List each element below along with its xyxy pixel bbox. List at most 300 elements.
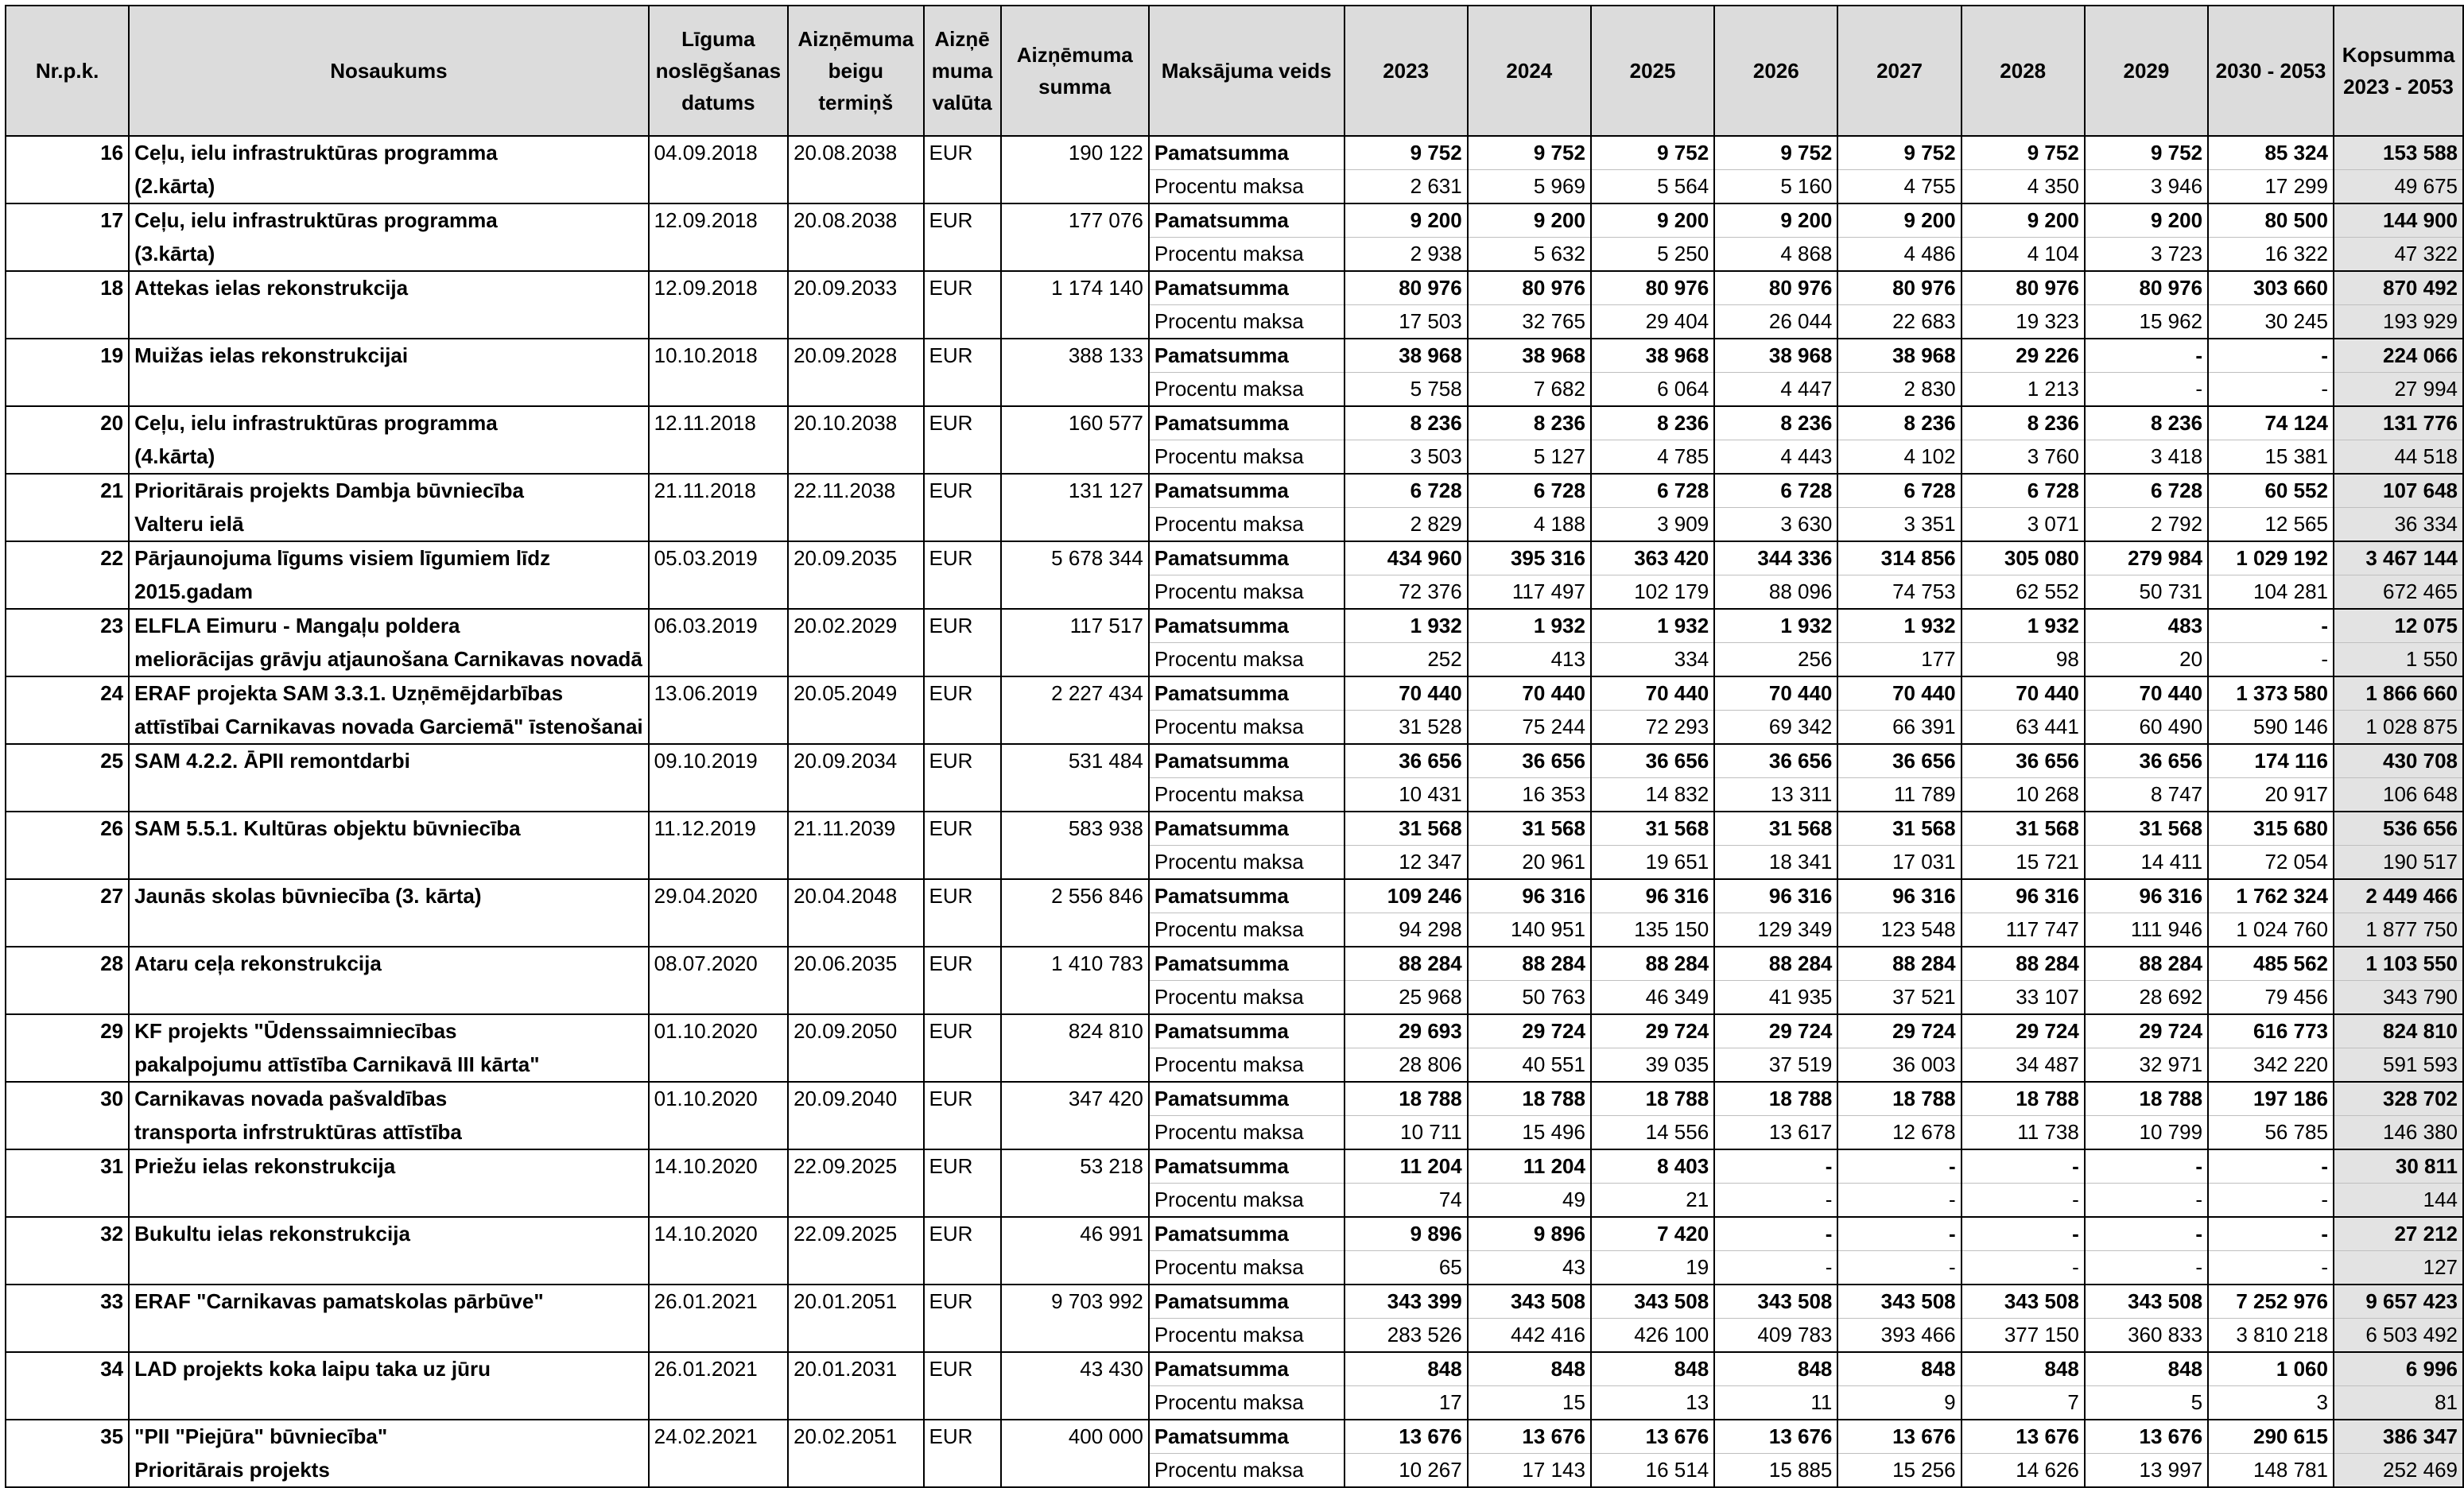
payment-type: Pamatsumma: [1149, 1352, 1345, 1386]
interest-value: 14 832: [1591, 778, 1714, 812]
interest-value: 15 256: [1837, 1454, 1961, 1488]
principal-value: 9 752: [1468, 136, 1591, 170]
principal-value: 29 724: [1591, 1014, 1714, 1048]
loan-end-term-continued: [788, 1386, 923, 1420]
principal-value: 848: [1837, 1352, 1961, 1386]
table-row-interest: [6, 170, 2463, 204]
loan-end-term: 20.05.2049: [788, 676, 923, 711]
principal-value: 36 656: [1468, 744, 1591, 778]
payment-type: Procentu maksa: [1149, 170, 1345, 204]
interest-value: 3 418: [2085, 440, 2208, 475]
contract-date: 05.03.2019: [649, 541, 788, 575]
principal-value: 9 752: [1345, 136, 1468, 170]
interest-value: 426 100: [1591, 1319, 1714, 1353]
loan-amount-continued: [1001, 913, 1149, 947]
interest-value: 123 548: [1837, 913, 1961, 947]
loan-name: ERAF "Carnikavas pamatskolas pārbūve": [129, 1285, 649, 1319]
interest-total: 81: [2334, 1386, 2463, 1420]
table-row-interest: [6, 1251, 2463, 1285]
loan-end-term: 20.09.2050: [788, 1014, 923, 1048]
interest-value: -: [1714, 1184, 1837, 1218]
loan-end-term-continued: [788, 778, 923, 812]
loan-name-continued: meliorācijas grāvju atjaunošana Carnikavas novadā: [129, 643, 649, 677]
principal-value: 80 976: [1714, 271, 1837, 305]
interest-total: 49 675: [2334, 170, 2463, 204]
table-row-principal: [6, 947, 2463, 981]
principal-value: -: [1714, 1217, 1837, 1251]
principal-value: 18 788: [1961, 1082, 2085, 1116]
loan-currency-continued: [924, 846, 1001, 880]
loan-amount-continued: [1001, 1048, 1149, 1083]
payment-type: Pamatsumma: [1149, 203, 1345, 238]
principal-value: 88 284: [1714, 947, 1837, 981]
loan-amount-continued: [1001, 440, 1149, 475]
principal-total: 536 656: [2334, 812, 2463, 846]
contract-date-continued: [649, 846, 788, 880]
contract-date-continued: [649, 238, 788, 272]
principal-value: 96 316: [1468, 879, 1591, 913]
principal-value: 18 788: [1345, 1082, 1468, 1116]
table-header: [6, 6, 2463, 136]
interest-total: 146 380: [2334, 1116, 2463, 1150]
interest-value: 10 431: [1345, 778, 1468, 812]
loan-number-continued: [6, 1048, 129, 1083]
payment-type: Pamatsumma: [1149, 676, 1345, 711]
interest-value: 377 150: [1961, 1319, 2085, 1353]
loan-number-continued: [6, 508, 129, 542]
loan-number-continued: [6, 575, 129, 610]
payment-type: Pamatsumma: [1149, 136, 1345, 170]
principal-value: 13 676: [1714, 1420, 1837, 1454]
loan-number-continued: [6, 1184, 129, 1218]
interest-value: 41 935: [1714, 981, 1837, 1015]
principal-value: -: [1714, 1149, 1837, 1184]
interest-value: 10 799: [2085, 1116, 2208, 1150]
loan-name-continued: (4.kārta): [129, 440, 649, 475]
table-row-interest: [6, 846, 2463, 880]
interest-value: 3 071: [1961, 508, 2085, 542]
interest-value: 4 785: [1591, 440, 1714, 475]
principal-value: 29 724: [2085, 1014, 2208, 1048]
loan-number-continued: [6, 440, 129, 475]
loan-end-term: 21.11.2039: [788, 812, 923, 846]
interest-value: 65: [1345, 1251, 1468, 1285]
interest-value: 2 829: [1345, 508, 1468, 542]
loan-number: 26: [6, 812, 129, 846]
loan-amount: 5 678 344: [1001, 541, 1149, 575]
principal-value: 18 788: [1714, 1082, 1837, 1116]
loan-currency: EUR: [924, 1014, 1001, 1048]
principal-value: 6 728: [1714, 474, 1837, 508]
loan-name: Attekas ielas rekonstrukcija: [129, 271, 649, 305]
principal-total: 30 811: [2334, 1149, 2463, 1184]
interest-total: 672 465: [2334, 575, 2463, 610]
principal-value: 38 968: [1837, 339, 1961, 373]
loan-name: LAD projekts koka laipu taka uz jūru: [129, 1352, 649, 1386]
principal-value: -: [2208, 1149, 2334, 1184]
loan-number-continued: [6, 913, 129, 947]
principal-value: 6 728: [1961, 474, 2085, 508]
interest-value: 10 268: [1961, 778, 2085, 812]
interest-total: 47 322: [2334, 238, 2463, 272]
loan-end-term-continued: [788, 1454, 923, 1488]
loan-currency-continued: [924, 778, 1001, 812]
interest-value: 590 146: [2208, 711, 2334, 745]
principal-value: 1 932: [1468, 609, 1591, 643]
contract-date-continued: [649, 1386, 788, 1420]
loan-end-term-continued: [788, 846, 923, 880]
principal-value: 70 440: [1961, 676, 2085, 711]
contract-date-continued: [649, 1319, 788, 1353]
interest-value: 49: [1468, 1184, 1591, 1218]
loan-name: "PII "Piejūra" būvniecība": [129, 1420, 649, 1454]
interest-value: 18 341: [1714, 846, 1837, 880]
principal-value: -: [2208, 339, 2334, 373]
loan-number-continued: [6, 305, 129, 339]
interest-total: 127: [2334, 1251, 2463, 1285]
loan-end-term-continued: [788, 1251, 923, 1285]
table-row-principal: [6, 1217, 2463, 1251]
principal-value: 31 568: [1468, 812, 1591, 846]
loan-end-term: 20.02.2029: [788, 609, 923, 643]
loan-amount: 400 000: [1001, 1420, 1149, 1454]
interest-value: 19 651: [1591, 846, 1714, 880]
interest-value: 50 763: [1468, 981, 1591, 1015]
table-row-principal: [6, 1149, 2463, 1184]
principal-value: 80 976: [2085, 271, 2208, 305]
interest-value: 6 064: [1591, 373, 1714, 407]
interest-total: 343 790: [2334, 981, 2463, 1015]
principal-value: 38 968: [1345, 339, 1468, 373]
interest-value: -: [1961, 1184, 2085, 1218]
loan-number: 21: [6, 474, 129, 508]
table-row-interest: [6, 778, 2463, 812]
loan-name: Carnikavas novada pašvaldības: [129, 1082, 649, 1116]
principal-value: 1 932: [1961, 609, 2085, 643]
payment-type: Procentu maksa: [1149, 1319, 1345, 1353]
loan-amount-continued: [1001, 305, 1149, 339]
table-row-principal: [6, 271, 2463, 305]
principal-value: -: [1837, 1217, 1961, 1251]
payment-type: Procentu maksa: [1149, 373, 1345, 407]
loan-number-continued: [6, 643, 129, 677]
interest-value: 177: [1837, 643, 1961, 677]
header-contract-date: Līguma noslēgšanas datums: [649, 6, 788, 136]
loan-end-term-continued: [788, 711, 923, 745]
principal-value: 36 656: [1837, 744, 1961, 778]
loan-amount: 531 484: [1001, 744, 1149, 778]
loan-name-continued: transporta infrstruktūras attīstība: [129, 1116, 649, 1150]
principal-value: 8 236: [1961, 406, 2085, 440]
interest-value: 28 692: [2085, 981, 2208, 1015]
loan-end-term: 20.08.2038: [788, 136, 923, 170]
interest-value: 252: [1345, 643, 1468, 677]
interest-value: 14 411: [2085, 846, 2208, 880]
principal-value: 60 552: [2208, 474, 2334, 508]
principal-value: 6 728: [1837, 474, 1961, 508]
contract-date-continued: [649, 305, 788, 339]
principal-value: 1 932: [1714, 609, 1837, 643]
table-row-interest: [6, 981, 2463, 1015]
principal-total: 6 996: [2334, 1352, 2463, 1386]
loan-currency-continued: [924, 1184, 1001, 1218]
interest-value: 13 311: [1714, 778, 1837, 812]
principal-value: 70 440: [1468, 676, 1591, 711]
interest-value: 5: [2085, 1386, 2208, 1420]
loan-amount-continued: [1001, 711, 1149, 745]
interest-value: 117 497: [1468, 575, 1591, 610]
principal-value: 9 200: [1591, 203, 1714, 238]
loan-name: KF projekts "Ūdenssaimniecības: [129, 1014, 649, 1048]
principal-value: -: [1961, 1217, 2085, 1251]
loan-currency: EUR: [924, 1420, 1001, 1454]
interest-value: 25 968: [1345, 981, 1468, 1015]
table-row-interest: [6, 575, 2463, 610]
interest-value: 5 632: [1468, 238, 1591, 272]
loan-end-term-continued: [788, 1048, 923, 1083]
principal-value: 1 060: [2208, 1352, 2334, 1386]
table-row-interest: [6, 913, 2463, 947]
loan-number: 32: [6, 1217, 129, 1251]
interest-value: 4 755: [1837, 170, 1961, 204]
table-row-principal: [6, 812, 2463, 846]
interest-value: 5 564: [1591, 170, 1714, 204]
loan-name-continued: [129, 913, 649, 947]
principal-value: 483: [2085, 609, 2208, 643]
table-row-principal: [6, 609, 2463, 643]
loan-currency: EUR: [924, 812, 1001, 846]
loan-amount-continued: [1001, 1319, 1149, 1353]
interest-value: 1 213: [1961, 373, 2085, 407]
loan-name: SAM 4.2.2. ĀPII remontdarbi: [129, 744, 649, 778]
loan-number: 33: [6, 1285, 129, 1319]
interest-value: 14 556: [1591, 1116, 1714, 1150]
loan-amount: 53 218: [1001, 1149, 1149, 1184]
loan-number-continued: [6, 711, 129, 745]
principal-value: 9 200: [1837, 203, 1961, 238]
interest-value: 94 298: [1345, 913, 1468, 947]
principal-total: 328 702: [2334, 1082, 2463, 1116]
principal-value: 1 932: [1345, 609, 1468, 643]
principal-value: 38 968: [1714, 339, 1837, 373]
loan-end-term-continued: [788, 238, 923, 272]
principal-value: 70 440: [2085, 676, 2208, 711]
principal-value: 36 656: [1961, 744, 2085, 778]
loan-number: 18: [6, 271, 129, 305]
header-year-2024: 2024: [1468, 6, 1591, 136]
payment-type: Procentu maksa: [1149, 913, 1345, 947]
interest-total: 252 469: [2334, 1454, 2463, 1488]
payment-type: Procentu maksa: [1149, 1251, 1345, 1285]
principal-value: 9 752: [1714, 136, 1837, 170]
table-row-interest: [6, 711, 2463, 745]
principal-value: 7 252 976: [2208, 1285, 2334, 1319]
payment-type: Pamatsumma: [1149, 1420, 1345, 1454]
loan-currency-continued: [924, 913, 1001, 947]
principal-value: 13 676: [2085, 1420, 2208, 1454]
principal-value: 9 752: [1591, 136, 1714, 170]
table-row-interest: [6, 508, 2463, 542]
table-row-principal: [6, 339, 2463, 373]
principal-value: 315 680: [2208, 812, 2334, 846]
loan-currency: EUR: [924, 406, 1001, 440]
principal-value: 7 420: [1591, 1217, 1714, 1251]
interest-value: 5 160: [1714, 170, 1837, 204]
principal-value: 305 080: [1961, 541, 2085, 575]
principal-total: 430 708: [2334, 744, 2463, 778]
header-year-2028: 2028: [1961, 6, 2085, 136]
payment-type: Procentu maksa: [1149, 1386, 1345, 1420]
loan-name-continued: Valteru ielā: [129, 508, 649, 542]
principal-value: 13 676: [1345, 1420, 1468, 1454]
loan-end-term: 20.02.2051: [788, 1420, 923, 1454]
interest-total: 106 648: [2334, 778, 2463, 812]
payment-type: Pamatsumma: [1149, 1217, 1345, 1251]
interest-value: 17 503: [1345, 305, 1468, 339]
header-loan-term: Aizņēmuma beigu termiņš: [788, 6, 923, 136]
payment-type: Pamatsumma: [1149, 339, 1345, 373]
interest-value: 69 342: [1714, 711, 1837, 745]
principal-value: 343 399: [1345, 1285, 1468, 1319]
contract-date: 13.06.2019: [649, 676, 788, 711]
contract-date: 11.12.2019: [649, 812, 788, 846]
loan-end-term: 22.11.2038: [788, 474, 923, 508]
loan-amount-continued: [1001, 1184, 1149, 1218]
interest-value: 46 349: [1591, 981, 1714, 1015]
principal-value: 11 204: [1468, 1149, 1591, 1184]
interest-value: -: [2085, 1184, 2208, 1218]
interest-value: 148 781: [2208, 1454, 2334, 1488]
interest-value: 37 519: [1714, 1048, 1837, 1083]
interest-value: 50 731: [2085, 575, 2208, 610]
header-loan-amount: Aizņēmuma summa: [1001, 6, 1149, 136]
loan-number-continued: [6, 373, 129, 407]
principal-value: 13 676: [1591, 1420, 1714, 1454]
interest-value: 28 806: [1345, 1048, 1468, 1083]
principal-value: 31 568: [1345, 812, 1468, 846]
principal-value: 343 508: [1468, 1285, 1591, 1319]
loan-currency: EUR: [924, 339, 1001, 373]
header-year-2023: 2023: [1345, 6, 1468, 136]
principal-total: 144 900: [2334, 203, 2463, 238]
loan-end-term-continued: [788, 981, 923, 1015]
loan-name-continued: attīstībai Carnikavas novada Garciemā" īstenošanai: [129, 711, 649, 745]
principal-value: 36 656: [1591, 744, 1714, 778]
principal-value: 36 656: [1345, 744, 1468, 778]
interest-value: 334: [1591, 643, 1714, 677]
principal-value: 197 186: [2208, 1082, 2334, 1116]
contract-date: 09.10.2019: [649, 744, 788, 778]
interest-value: 14 626: [1961, 1454, 2085, 1488]
contract-date: 24.02.2021: [649, 1420, 788, 1454]
loan-currency: EUR: [924, 1285, 1001, 1319]
contract-date: 08.07.2020: [649, 947, 788, 981]
loan-number-continued: [6, 1454, 129, 1488]
interest-value: 98: [1961, 643, 2085, 677]
loan-currency-continued: [924, 170, 1001, 204]
interest-value: 16 322: [2208, 238, 2334, 272]
principal-value: 8 403: [1591, 1149, 1714, 1184]
table-row-principal: [6, 1082, 2463, 1116]
loan-amount: 2 556 846: [1001, 879, 1149, 913]
loan-end-term-continued: [788, 575, 923, 610]
interest-value: 66 391: [1837, 711, 1961, 745]
interest-value: 3 503: [1345, 440, 1468, 475]
loan-name: Ceļu, ielu infrastruktūras programma: [129, 136, 649, 170]
principal-value: 6 728: [1468, 474, 1591, 508]
principal-value: 13 676: [1468, 1420, 1591, 1454]
loan-name-continued: pakalpojumu attīstība Carnikavā III kārta": [129, 1048, 649, 1083]
header-total: Kopsumma 2023 - 2053: [2334, 6, 2463, 136]
loan-name-continued: 2015.gadam: [129, 575, 649, 610]
interest-value: -: [2208, 373, 2334, 407]
payment-type: Pamatsumma: [1149, 812, 1345, 846]
loan-name-continued: (2.kārta): [129, 170, 649, 204]
interest-value: 360 833: [2085, 1319, 2208, 1353]
loan-amount: 160 577: [1001, 406, 1149, 440]
loan-name: Prioritārais projekts Dambja būvniecība: [129, 474, 649, 508]
table-row-principal: [6, 541, 2463, 575]
interest-value: 15 381: [2208, 440, 2334, 475]
principal-value: 6 728: [1591, 474, 1714, 508]
principal-value: 848: [1345, 1352, 1468, 1386]
loan-number: 25: [6, 744, 129, 778]
interest-value: 3 810 218: [2208, 1319, 2334, 1353]
principal-total: 27 212: [2334, 1217, 2463, 1251]
principal-value: 31 568: [1591, 812, 1714, 846]
interest-value: 74: [1345, 1184, 1468, 1218]
loan-currency: EUR: [924, 474, 1001, 508]
loan-currency-continued: [924, 643, 1001, 677]
principal-value: 11 204: [1345, 1149, 1468, 1184]
loan-currency-continued: [924, 1116, 1001, 1150]
loan-end-term-continued: [788, 1184, 923, 1218]
principal-value: 36 656: [2085, 744, 2208, 778]
loan-currency-continued: [924, 1454, 1001, 1488]
interest-value: 15 496: [1468, 1116, 1591, 1150]
principal-value: 88 284: [1591, 947, 1714, 981]
principal-value: 80 976: [1837, 271, 1961, 305]
loan-end-term: 20.10.2038: [788, 406, 923, 440]
principal-total: 824 810: [2334, 1014, 2463, 1048]
principal-value: 70 440: [1837, 676, 1961, 711]
principal-value: 6 728: [1345, 474, 1468, 508]
interest-value: 283 526: [1345, 1319, 1468, 1353]
interest-value: 75 244: [1468, 711, 1591, 745]
loan-name-continued: (3.kārta): [129, 238, 649, 272]
payment-type: Procentu maksa: [1149, 643, 1345, 677]
loan-end-term: 20.09.2035: [788, 541, 923, 575]
principal-value: 9 200: [2085, 203, 2208, 238]
principal-value: 174 116: [2208, 744, 2334, 778]
interest-value: 4 350: [1961, 170, 2085, 204]
header-name: Nosaukums: [129, 6, 649, 136]
interest-total: 1 550: [2334, 643, 2463, 677]
payment-type: Procentu maksa: [1149, 238, 1345, 272]
loan-currency: EUR: [924, 271, 1001, 305]
principal-value: 31 568: [1714, 812, 1837, 846]
table-row-principal: [6, 1285, 2463, 1319]
interest-value: 17: [1345, 1386, 1468, 1420]
interest-value: 409 783: [1714, 1319, 1837, 1353]
principal-value: -: [2208, 609, 2334, 643]
principal-value: 343 508: [1591, 1285, 1714, 1319]
loan-amount: 9 703 992: [1001, 1285, 1149, 1319]
interest-value: 135 150: [1591, 913, 1714, 947]
loan-end-term: 20.09.2033: [788, 271, 923, 305]
principal-value: 344 336: [1714, 541, 1837, 575]
principal-total: 870 492: [2334, 271, 2463, 305]
